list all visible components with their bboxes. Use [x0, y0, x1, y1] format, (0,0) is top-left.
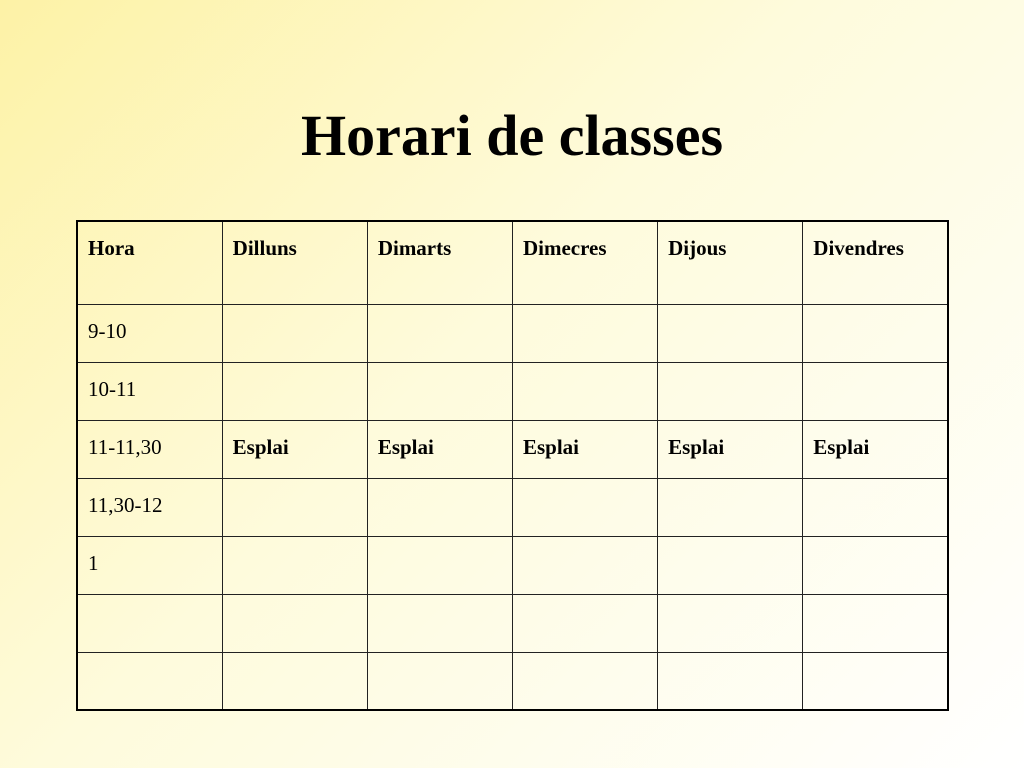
table-cell: [803, 652, 948, 710]
hour-cell: [77, 652, 222, 710]
table-cell: [658, 362, 803, 420]
table-row: [77, 362, 948, 420]
header-hora: Hora: [77, 221, 222, 304]
table-cell: [222, 594, 367, 652]
activity-cell: Esplai: [367, 420, 512, 478]
table-row: [77, 304, 948, 362]
table-cell: [658, 652, 803, 710]
table-row: [77, 536, 948, 594]
hour-cell: 10-11: [77, 362, 222, 420]
table-row: [77, 420, 948, 478]
hour-cell: 1: [77, 536, 222, 594]
table-cell: [367, 362, 512, 420]
hour-cell: 11,30-12: [77, 478, 222, 536]
hour-cell: [77, 594, 222, 652]
table-cell: [658, 594, 803, 652]
slide-title: Horari de classes: [300, 103, 724, 168]
table-cell: [222, 304, 367, 362]
table-row: [77, 652, 948, 710]
header-row: [77, 221, 948, 304]
table-cell: [512, 304, 657, 362]
table-cell: [658, 304, 803, 362]
activity-cell: Esplai: [803, 420, 948, 478]
activity-cell: Esplai: [222, 420, 367, 478]
header-dimecres: Dimecres: [512, 221, 657, 304]
table-cell: [222, 652, 367, 710]
schedule-table: [76, 220, 949, 711]
table-cell: [367, 536, 512, 594]
table-cell: [803, 594, 948, 652]
header-dilluns: Dilluns: [222, 221, 367, 304]
table-cell: [367, 304, 512, 362]
table-cell: [222, 362, 367, 420]
table-cell: [512, 536, 657, 594]
table-row: [77, 478, 948, 536]
table-cell: [367, 594, 512, 652]
table-cell: [367, 478, 512, 536]
table-cell: [658, 536, 803, 594]
table-cell: [222, 478, 367, 536]
table-cell: [512, 652, 657, 710]
hour-cell: 11-11,30: [77, 420, 222, 478]
table-cell: [512, 478, 657, 536]
table-cell: [803, 536, 948, 594]
table-cell: [222, 536, 367, 594]
table-cell: [803, 362, 948, 420]
activity-cell: Esplai: [512, 420, 657, 478]
table-cell: [803, 304, 948, 362]
table-cell: [512, 362, 657, 420]
table-cell: [512, 594, 657, 652]
activity-cell: Esplai: [658, 420, 803, 478]
header-divendres: Divendres: [803, 221, 948, 304]
hour-cell: 9-10: [77, 304, 222, 362]
table-cell: [367, 652, 512, 710]
header-dijous: Dijous: [658, 221, 803, 304]
table-row: [77, 594, 948, 652]
table-cell: [803, 478, 948, 536]
table-cell: [658, 478, 803, 536]
header-dimarts: Dimarts: [367, 221, 512, 304]
